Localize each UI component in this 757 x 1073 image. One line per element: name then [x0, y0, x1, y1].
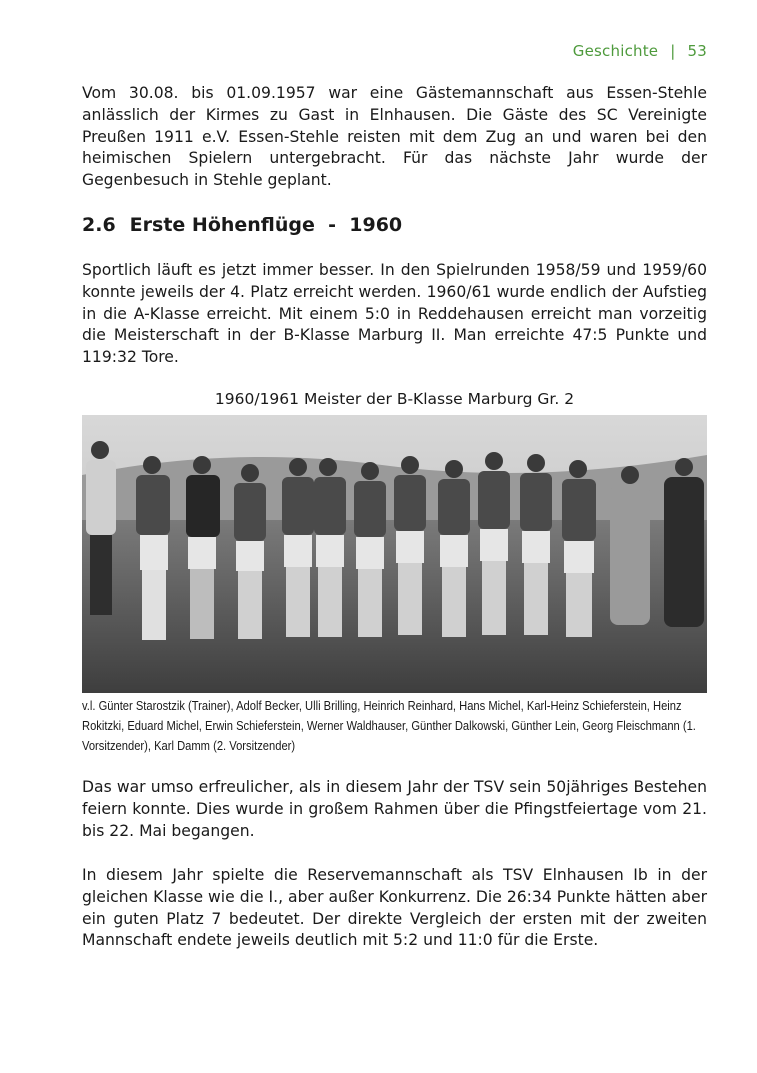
figure-title: 1960/1961 Meister der B-Klasse Marburg Gr. 2 — [214, 390, 575, 408]
section-heading — [82, 214, 707, 236]
header-separator: | — [670, 42, 676, 60]
running-header — [573, 42, 707, 60]
figure — [82, 390, 707, 756]
paragraph-jubilaeum — [82, 777, 707, 842]
header-section-title: Geschichte — [572, 42, 659, 60]
section-number: 2.6 — [82, 214, 116, 236]
paragraph-4: In diesem Jahr spielte die Reservemannschaft als TSV Elnhausen Ib in der gleichen Klasse wie die I., aber außer Konkurrenz. Die 26:34 Punkte hätten aber ein guten Platz 7 bedeutet. Der direkte Vergleich der ersten mit der zweiten Mannschaft endete jeweils deutlich mit 5:2 und 11:0 für die Erste. — [82, 866, 707, 950]
paragraph-sportlich — [82, 260, 707, 369]
paragraph-1: Vom 30.08. bis 01.09.1957 war eine Gästemannschaft aus Essen-Stehle anlässlich der Kirmes zu Gast in Elnhausen. Die Gäste des SC Vereinigte Preußen 1911 e.V. Essen-Stehle reisten mit dem Zug an und waren bei den heimischen Spielern untergebracht. Für das nächste Jahr wurde der Gegenbesuch in Stehle geplant. — [82, 84, 707, 190]
team-photo — [82, 415, 707, 693]
page-number: 53 — [687, 42, 707, 60]
paragraph-3: Das war umso erfreulicher, als in diesem Jahr der TSV sein 50jähriges Bestehen feiern konnte. Dies wurde in großem Rahmen über die Pfingstfeiertage vom 21. bis 22. Mai begangen. — [82, 778, 707, 840]
section-title: Erste Höhenflüge - 1960 — [129, 214, 403, 236]
team-photo-image — [82, 415, 707, 693]
paragraph-reserve — [82, 865, 707, 952]
figure-caption: v.l. Günter Starostzik (Trainer), Adolf Becker, Ulli Brilling, Heinrich Reinhard, Hans Michel, Karl-Heinz Schieferstein, Heinz Rokitzki, Eduard Michel, Erwin Schieferstein, Werner Waldhauser, Günther Dalkowski, Günther Lein, Georg Fleischmann (1. Vorsitzender), Karl Damm (2. Vorsitzender) — [82, 698, 696, 753]
paragraph-kirmes — [82, 83, 707, 192]
paragraph-2: Sportlich läuft es jetzt immer besser. In den Spielrunden 1958/59 und 1959/60 konnte jeweils der 4. Platz erreicht werden. 1960/61 wurde endlich der Aufstieg in die A-Klasse erreicht. Mit einem 5:0 in Reddehausen erreicht man vorzeitig die Meisterschaft in der B-Klasse Marburg II. Man erreichte 47:5 Punkte und 119:32 Tore. — [82, 261, 707, 367]
